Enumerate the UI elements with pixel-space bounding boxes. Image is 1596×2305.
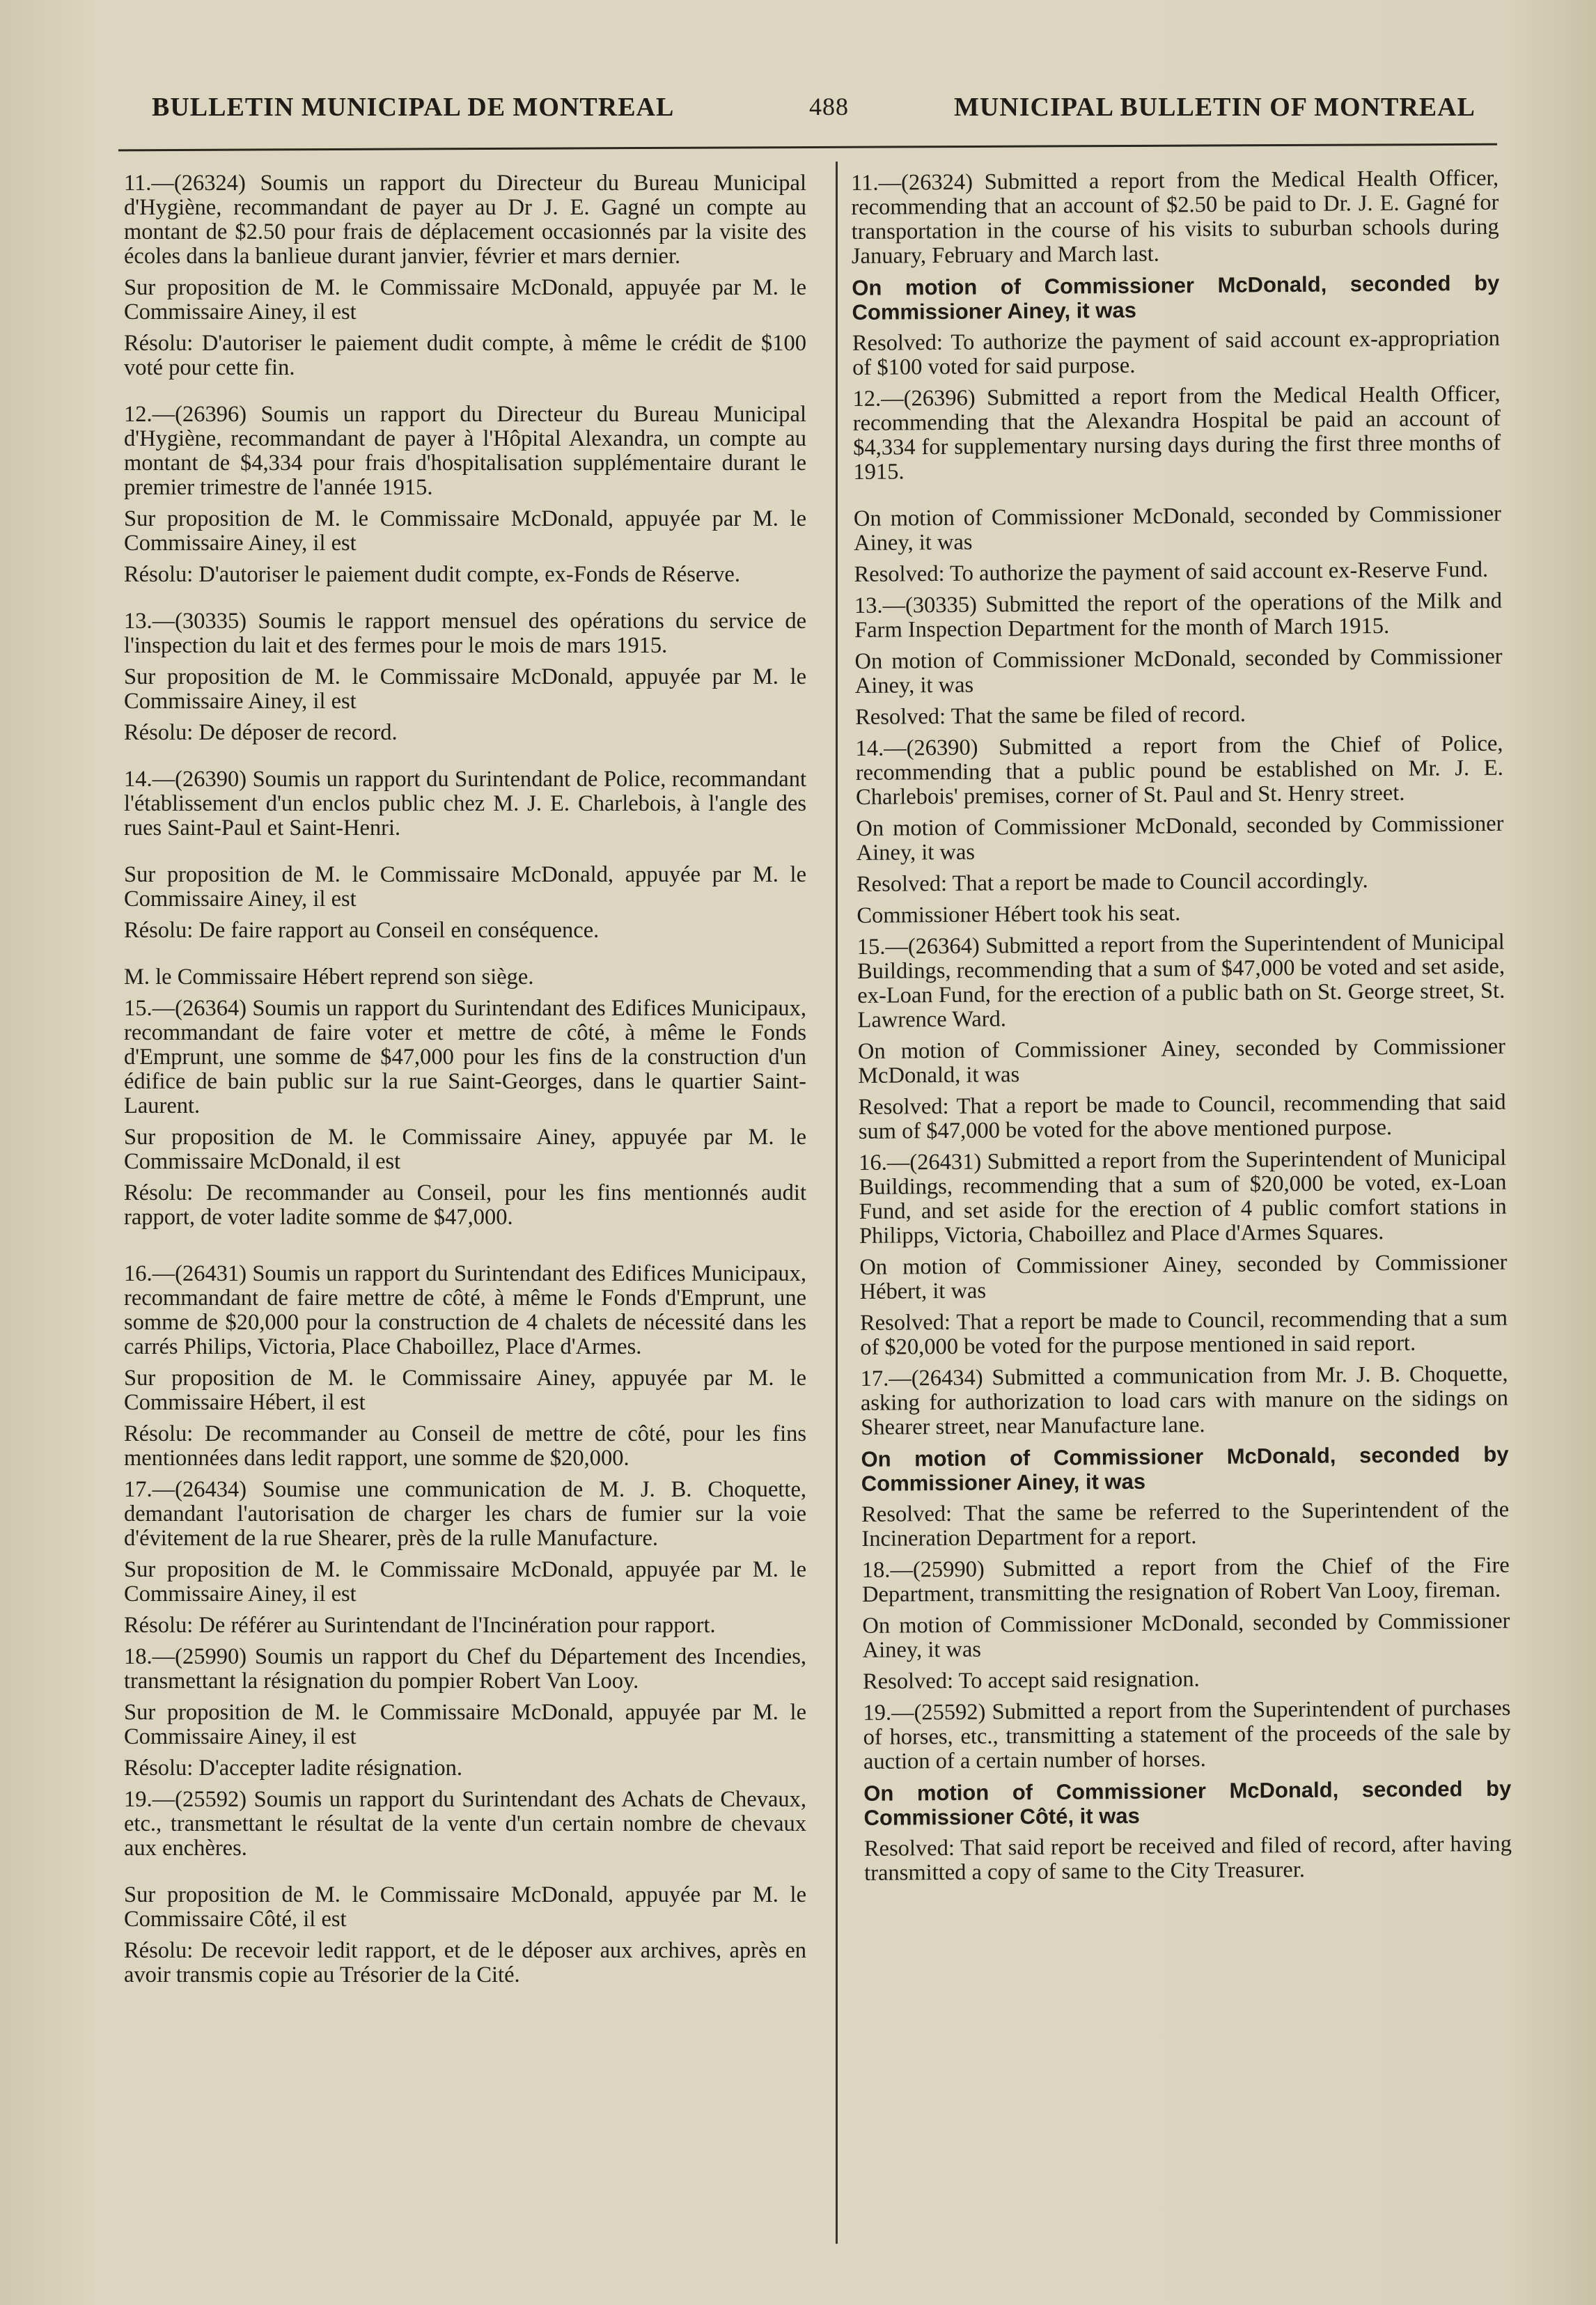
- page-number: 488: [809, 93, 849, 120]
- paragraph: 18.—(25990) Submitted a report from the Chief of the Fire Department, transmitting the resignation of Robert Van Looy, fireman.: [861, 1552, 1510, 1607]
- paragraph: 17.—(26434) Submitted a communication from Mr. J. B. Choquette, asking for authorization to load cars with manure on the sidings on Shearer street, near Manufacture lane.: [860, 1361, 1509, 1440]
- paragraph: On motion of Commissioner Ainey, seconded by Commissioner Hébert, it was: [859, 1249, 1508, 1304]
- paragraph: On motion of Commissioner Ainey, seconded by Commissioner McDonald, it was: [857, 1033, 1506, 1088]
- paragraph: 13.—(30335) Submitted the report of the operations of the Milk and Farm Inspection Department for the month of March 1915.: [854, 588, 1503, 643]
- paragraph: Résolu: De recommander au Conseil, pour les fins mentionnés audit rapport, de voter ladite somme de $47,000.: [124, 1180, 806, 1230]
- paragraph: Sur proposition de M. le Commissaire McDonald, appuyée par M. le Commissaire Ainey, il est: [124, 1557, 806, 1607]
- paragraph: Sur proposition de M. le Commissaire McDonald, appuyée par M. le Commissaire Ainey, il est: [124, 1700, 806, 1749]
- paragraph: Commissioner Hébert took his seat.: [856, 900, 1181, 928]
- paragraph: Resolved: That the same be referred to the Superintendent of the Incineration Department for a report.: [861, 1497, 1510, 1552]
- paragraph: Sur proposition de M. le Commissaire Ainey, appuyée par M. le Commissaire Hébert, il est: [124, 1366, 806, 1415]
- paragraph: 11.—(26324) Submitted a report from the Medical Health Officer, recommending that an account of $2.50 be paid to Dr. J. E. Gagné for transportation in the course of his visits to suburban schools during January, February and March last.: [850, 165, 1499, 269]
- paragraph: 16.—(26431) Submitted a report from the Superintendent of Municipal Buildings, recommending that a sum of $20,000 be voted, ex-Loan Fund, and set aside for the erection of 4 public comfort stations in Philipps, Victoria, Chaboillez and Place d'Armes Squares.: [859, 1145, 1507, 1249]
- paragraph: 15.—(26364) Soumis un rapport du Surintendant des Edifices Municipaux, recommandant de faire voter et mettre de côté, à même le Fonds d'Emprunt, une somme de $47,000 pour les fins de la construction d'un édifice de bain public sur la rue Saint-Georges, dans le quartier Saint-Laurent.: [124, 996, 806, 1118]
- paragraph: Sur proposition de M. le Commissaire McDonald, appuyée par M. le Commissaire Ainey, il est: [124, 862, 806, 912]
- paragraph: Resolved: That said report be received and filed of record, after having transmitted a copy of same to the City Treasurer.: [863, 1831, 1512, 1886]
- paragraph: On motion of Commissioner McDonald, seconded by Commissioner Ainey, it was: [853, 501, 1502, 556]
- paragraph: 14.—(26390) Soumis un rapport du Surintendant de Police, recommandant l'établissement d'un enclos public chez M. J. E. Charlebois, à l'angle des rues Saint-Paul et Saint-Henri.: [124, 767, 806, 841]
- paragraph: 19.—(25592) Soumis un rapport du Surintendant des Achats de Chevaux, etc., transmettant le résultat de la vente d'un certain nombre de chevaux aux enchères.: [124, 1787, 806, 1861]
- french-column: [124, 171, 806, 1994]
- paragraph: 13.—(30335) Soumis le rapport mensuel des opérations du service de l'inspection du lait et des fermes pour le mois de mars 1915.: [124, 609, 806, 658]
- paragraph: Résolu: De déposer de record.: [124, 720, 398, 745]
- paragraph: Resolved: That a report be made to Council, recommending that a sum of $20,000 be voted for the purpose mentioned in said report.: [859, 1305, 1508, 1360]
- paragraph: Sur proposition de M. le Commissaire McDonald, appuyée par M. le Commissaire Ainey, il est: [124, 275, 806, 325]
- paragraph: Résolu: De référer au Surintendant de l'Incinération pour rapport.: [124, 1613, 716, 1638]
- paragraph: 12.—(26396) Soumis un rapport du Directeur du Bureau Municipal d'Hygiène, recommandant de payer à l'Hôpital Alexandra, un compte au montant de $4,334 pour frais d'hospitalisation supplémentaire durant le premier trimestre de l'année 1915.: [124, 402, 806, 500]
- paragraph: On motion of Commissioner McDonald, seconded by Commissioner Ainey, it was: [862, 1608, 1510, 1663]
- column-divider: [836, 162, 838, 2244]
- paragraph: Résolu: De recommander au Conseil de mettre de côté, pour les fins mentionnées dans ledit rapport, une somme de $20,000.: [124, 1421, 806, 1471]
- paragraph: Sur proposition de M. le Commissaire Ainey, appuyée par M. le Commissaire McDonald, il est: [124, 1125, 806, 1174]
- paragraph: Résolu: D'autoriser le paiement dudit compte, à même le crédit de $100 voté pour cette fin.: [124, 331, 806, 380]
- paragraph: Resolved: That a report be made to Council accordingly.: [856, 868, 1368, 897]
- paragraph: On motion of Commissioner McDonald, seconded by Commissioner Ainey, it was: [854, 643, 1503, 698]
- paragraph: Resolved: That a report be made to Council, recommending that said sum of $47,000 be voted for the above mentioned purpose.: [858, 1089, 1506, 1144]
- paragraph: Résolu: D'autoriser le paiement dudit compte, ex-Fonds de Réserve.: [124, 562, 740, 587]
- paragraph: Resolved: To authorize the payment of said account ex-appropriation of $100 voted for said purpose.: [852, 325, 1501, 380]
- paragraph: 14.—(26390) Submitted a report from the Chief of Police, recommending that a public pound be established on Mr. J. E. Charlebois' premises, corner of St. Paul and St. Henry street.: [855, 730, 1503, 810]
- paragraph: 15.—(26364) Submitted a report from the Superintendent of Municipal Buildings, recommending that a sum of $47,000 be voted and set aside, ex-Loan Fund, for the erection of a public bath on St. George street, St. Lawrence Ward.: [856, 929, 1505, 1033]
- paragraph: On motion of Commissioner McDonald, seconded by Commissioner Côté, it was: [863, 1776, 1512, 1830]
- paragraph: 18.—(25990) Soumis un rapport du Chef du Département des Incendies, transmettant la résignation du pompier Robert Van Looy.: [124, 1644, 806, 1694]
- paragraph: M. le Commissaire Hébert reprend son siège.: [124, 964, 534, 990]
- paragraph: Résolu: De recevoir ledit rapport, et de le déposer aux archives, après en avoir transmis copie au Trésorier de la Cité.: [124, 1938, 806, 1987]
- paragraph: Sur proposition de M. le Commissaire McDonald, appuyée par M. le Commissaire Côté, il est: [124, 1882, 806, 1932]
- paragraph: 12.—(26396) Submitted a report from the Medical Health Officer, recommending that the Alexandra Hospital be paid an account of $4,334 for supplementary nursing days during the first three months of 1915.: [852, 381, 1501, 485]
- paragraph: Sur proposition de M. le Commissaire McDonald, appuyée par M. le Commissaire Ainey, il est: [124, 506, 806, 556]
- paragraph: 11.—(26324) Soumis un rapport du Directeur du Bureau Municipal d'Hygiène, recommandant de payer au Dr J. E. Gagné un compte au montant de $2.50 pour frais de déplacement occasionnés par la visite des écoles dans la banlieue durant janvier, février et mars dernier.: [124, 171, 806, 269]
- paragraph: 16.—(26431) Soumis un rapport du Surintendant des Edifices Municipaux, recommandant de faire mettre de côté, à même le Fonds d'Emprunt, une somme de $20,000 pour la construction de 4 chalets de nécessité dans les carrés Philips, Victoria, Place Chaboillez, Place d'Armes.: [124, 1261, 806, 1359]
- paragraph: On motion of Commissioner McDonald, seconded by Commissioner Ainey, it was: [852, 270, 1500, 325]
- paragraph: On motion of Commissioner McDonald, seconded by Commissioner Ainey, it was: [856, 811, 1504, 866]
- header-english-title: MUNICIPAL BULLETIN OF MONTREAL: [954, 93, 1476, 122]
- paragraph: Sur proposition de M. le Commissaire McDonald, appuyée par M. le Commissaire Ainey, il est: [124, 664, 806, 714]
- english-column: [851, 166, 1512, 1893]
- paragraph: Resolved: To authorize the payment of said account ex-Reserve Fund.: [854, 556, 1489, 587]
- header-french-title: BULLETIN MUNICIPAL DE MONTREAL: [152, 93, 675, 122]
- header-rule: [118, 143, 1497, 152]
- paragraph: Resolved: To accept said resignation.: [862, 1666, 1200, 1694]
- paragraph: Résolu: D'accepter ladite résignation.: [124, 1756, 462, 1781]
- paragraph: 17.—(26434) Soumise une communication de M. J. B. Choquette, demandant l'autorisation de charger les chars de fumier sur la voie d'évitement de la rue Shearer, près de la rulle Manufacture.: [124, 1477, 806, 1551]
- paragraph: Résolu: De faire rapport au Conseil en conséquence.: [124, 918, 600, 943]
- paragraph: 19.—(25592) Submitted a report from the Superintendent of purchases of horses, etc., transmitting a statement of the proceeds of the sale by auction of a certain number of horses.: [863, 1695, 1511, 1774]
- paragraph: Resolved: That the same be filed of record.: [855, 701, 1246, 730]
- paragraph: On motion of Commissioner McDonald, seconded by Commissioner Ainey, it was: [861, 1441, 1509, 1496]
